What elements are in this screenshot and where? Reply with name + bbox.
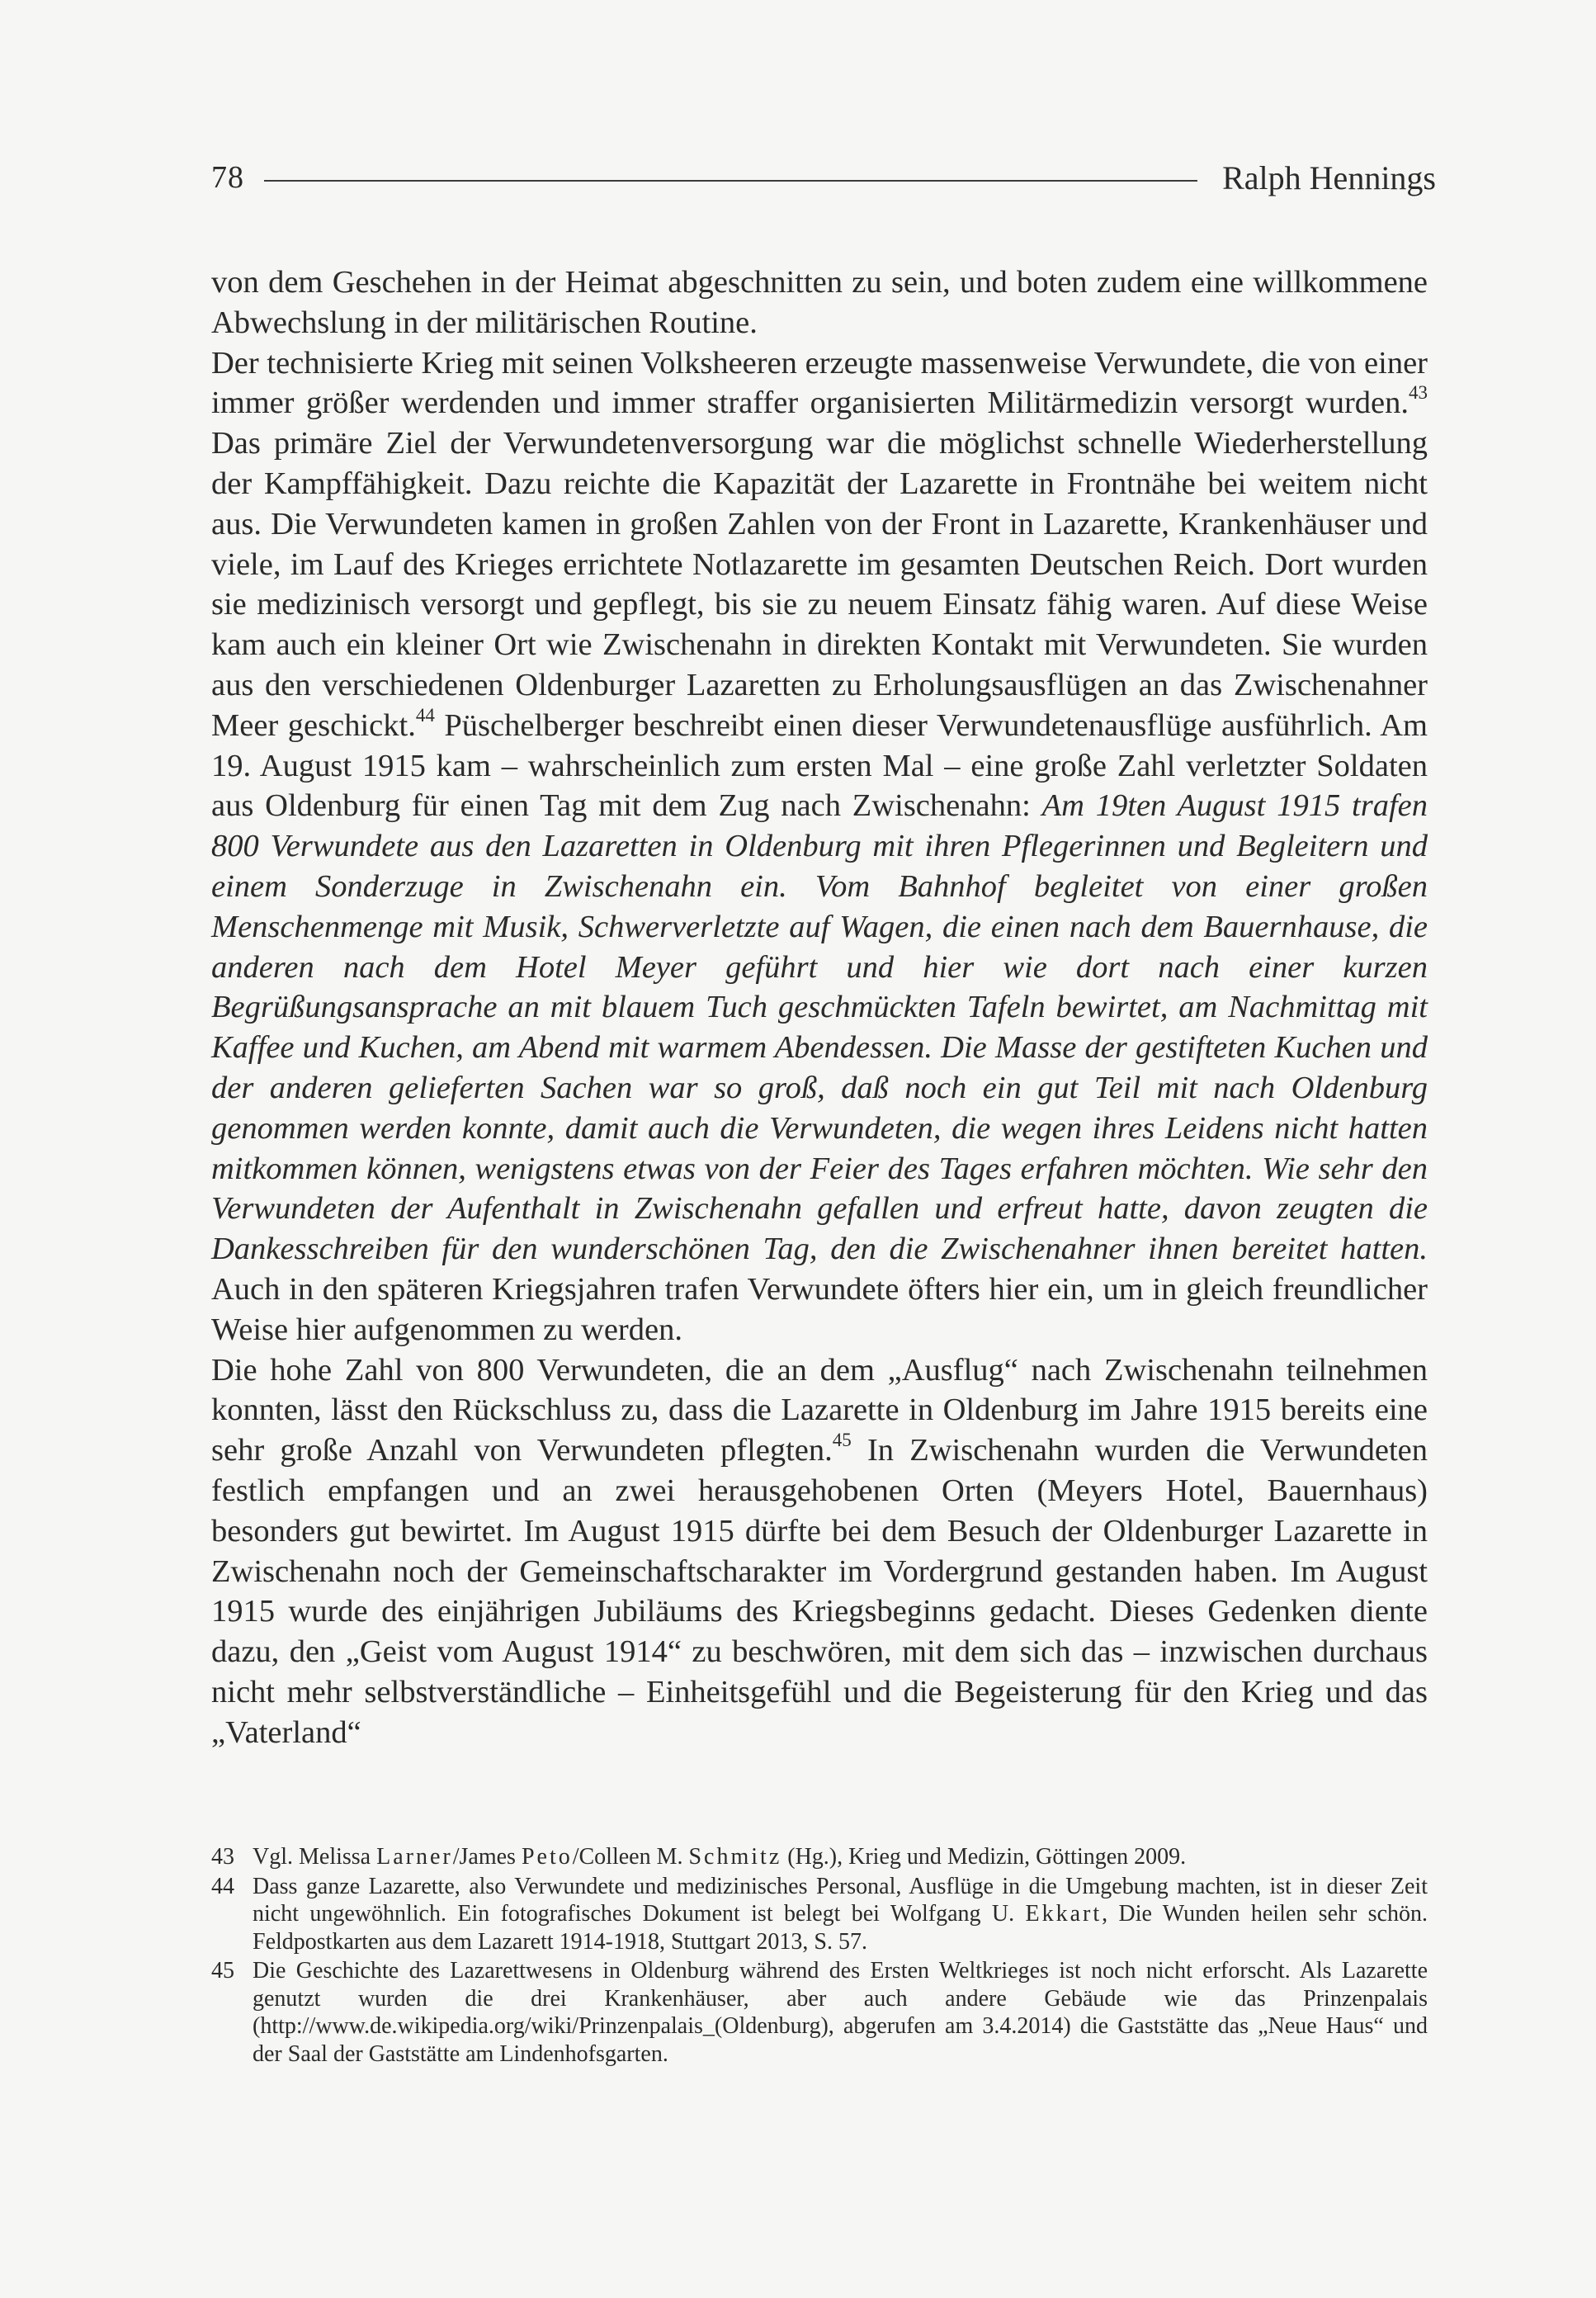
footnote-ref-44: 44 bbox=[415, 704, 435, 726]
paragraph-text: von dem Geschehen in der Heimat abgeschnitten zu sein, und boten zudem eine willkommene Abwechslung in der militärischen Routine. bbox=[211, 265, 1428, 340]
running-author: Ralph Hennings bbox=[1222, 158, 1436, 196]
footnote-45 bbox=[211, 1957, 1428, 2068]
author-name: Larner bbox=[376, 1844, 453, 1870]
footnote-text: Dass ganze Lazarette, also Verwundete und medizinisches Personal, Ausflüge in die Umgebung machten, ist in dieser Zeit nicht ungewöhnlich. Ein fotografisches Dokument ist belegt bei Wolfgang U. Ekkart, Die Wunden heilen sehr schön. Feldpostkarten aus dem Lazarett 1914-1918, Stuttgart 2013, S. 57. bbox=[253, 1873, 1428, 1955]
footnote-text: Die Geschichte des Lazarettwesens in Oldenburg während des Ersten Weltkrieges ist noch nicht erforscht. Als Lazarette genutzt wurden die drei Krankenhäuser, aber auch andere Gebäude wie das Prinzenpalais (http://www.de.wikipedia.org/wiki/Prinzenpalais_(Oldenburg), abgerufen am 3.4.2014) die Gaststätte das „Neue Haus“ und der Saal der Gaststätte am Lindenhofsgarten. bbox=[253, 1958, 1428, 2067]
footnote-number: 43 bbox=[211, 1844, 234, 1870]
footnotes bbox=[211, 1843, 1428, 2068]
running-header bbox=[211, 157, 1436, 198]
paragraph-text: Püschelberger beschreibt einen dieser Verwundetenausflüge ausführlich. Am 19. August 1915 kam – wahrscheinlich zum ersten Mal – eine große Zahl verletzter Soldaten aus Oldenburg für einen Tag mit dem Zug nach Zwischenahn: bbox=[211, 707, 1428, 824]
header-rule bbox=[264, 180, 1197, 182]
paragraph-text: Der technisierte Krieg mit seinen Volksheeren erzeugte massenweise Verwundete, die von einer immer größer werdenden und immer straffer organisierten Militärmedizin versorgt wurden. bbox=[211, 345, 1428, 421]
body-text bbox=[211, 262, 1428, 1752]
paragraph-text: Die hohe Zahl von 800 Verwundeten, die an dem „Ausflug“ nach Zwischenahn teilnehmen konnten, lässt den Rückschluss zu, dass die Lazarette in Oldenburg im Jahre 1915 bereits eine sehr große Anzahl von Verwundeten pflegten. bbox=[211, 1352, 1428, 1468]
footnote-text: Vgl. Melissa Larner/James Peto/Colleen M. Schmitz (Hg.), Krieg und Medizin, Göttingen 2009. bbox=[253, 1844, 1187, 1870]
paragraph-text: Das primäre Ziel der Verwundetenversorgung war die möglichst schnelle Wiederherstellung der Kampffähigkeit. Dazu reichte die Kapazität der Lazarette in Frontnähe bei weitem nicht aus. Die Verwundeten kamen in großen Zahlen von der Front in Lazarette, Krankenhäuser und viele, im Lauf des Krieges errichtete Notlazarette im gesamten Deutschen Reich. Dort wurden sie medizinisch versorgt und gepflegt, bis sie zu neuem Einsatz fähig waren. Auf diese Weise kam auch ein kleiner Ort wie Zwischenahn in direkten Kontakt mit Verwundeten. Sie wurden aus den verschiedenen Oldenburger Lazaretten zu Erholungsausflügen an das Zwischenahner Meer geschickt. bbox=[211, 426, 1428, 743]
footnote-44 bbox=[211, 1873, 1428, 1956]
author-name: Ekkart bbox=[1025, 1901, 1103, 1927]
footnote-number: 45 bbox=[211, 1958, 234, 1984]
footnote-43 bbox=[211, 1843, 1428, 1871]
paragraph-analysis bbox=[211, 1350, 1428, 1753]
footnote-number: 44 bbox=[211, 1873, 234, 1899]
paragraph-text: Auch in den späteren Kriegsjahren trafen Verwundete öfters hier ein, um in gleich freundlicher Weise hier aufgenommen zu werden. bbox=[211, 1271, 1428, 1347]
author-name: Schmitz bbox=[688, 1844, 782, 1870]
author-name: Peto bbox=[521, 1844, 573, 1870]
page-number: 78 bbox=[211, 160, 244, 195]
paragraph-text: In Zwischenahn wurden die Verwundeten festlich empfangen und an zwei herausgehobenen Orten (Meyers Hotel, Bauernhaus) besonders gut bewirtet. Im August 1915 dürfte bei dem Besuch der Oldenburger Lazarette in Zwischenahn noch der Gemeinschaftscharakter im Vordergrund gestanden haben. Im August 1915 wurde des einjährigen Jubiläums des Kriegsbeginns gedacht. Dieses Gedenken diente dazu, den „Geist vom August 1914“ zu beschwören, mit dem sich das – inzwischen durchaus nicht mehr selbstverständliche – Einheitsgefühl und die Begeisterung für den Krieg und das „Vaterland“ bbox=[211, 1433, 1428, 1750]
paragraph-wounded-care bbox=[211, 343, 1428, 1350]
footnote-ref-45: 45 bbox=[832, 1429, 852, 1450]
italic-quotation: Am 19ten August 1915 trafen 800 Verwundete aus den Lazaretten in Oldenburg mit ihren Pflegerinnen und Begleitern und einem Sonderzuge in Zwischenahn ein. Vom Bahnhof begleitet von einer großen Menschenmenge mit Musik, Schwerverletzte auf Wagen, die einen nach dem Bauernhause, die anderen nach dem Hotel Meyer geführt und hier wie dort nach einer kurzen Begrüßungsansprache an mit blauem Tuch geschmückten Tafeln bewirtet, am Nachmittag mit Kaffee und Kuchen, am Abend mit warmem Abendessen. Die Masse der gestifteten Kuchen und der anderen gelieferten Sachen war so groß, daß noch ein gut Teil mit nach Oldenburg genommen werden konnte, damit auch die Verwundeten, die wegen ihres Leidens nicht hatten mitkommen können, wenigstens etwas von der Feier des Tages erfahren möchten. Wie sehr den Verwundeten der Aufenthalt in Zwischenahn gefallen und erfreut hatte, davon zeugten die Dankesschreiben für den wunderschönen Tag, den die Zwischenahner ihnen bereitet hatten. bbox=[211, 788, 1428, 1267]
paragraph-continuation bbox=[211, 262, 1428, 343]
footnote-ref-43: 43 bbox=[1409, 382, 1428, 404]
